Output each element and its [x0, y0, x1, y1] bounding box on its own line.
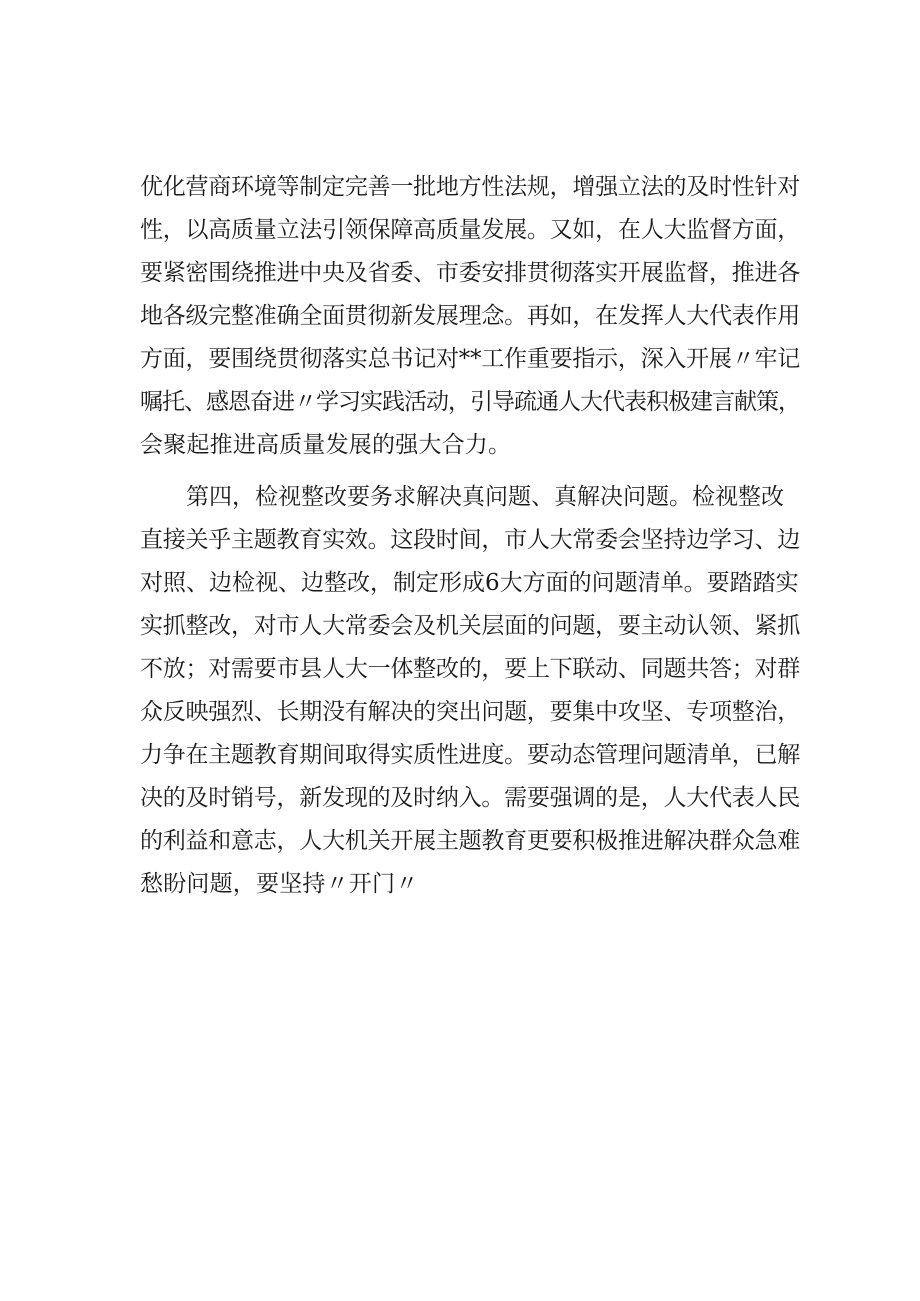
paragraph-2-line-7: 力争在主题教育期间取得实质性进度。要动态管理问题清单，已解 [140, 742, 800, 768]
paragraph-2-line-6: 众反映强烈、长期没有解决的突出问题，要集中攻坚、专项整治， [140, 699, 800, 725]
paragraph-1-line-6: 嘱托、感恩奋进〃学习实践活动，引导疏通人大代表积极建言献策， [140, 389, 800, 415]
paragraph-2-line-1: 第四，检视整改要务求解决真问题、真解决问题。检视整改 [186, 484, 784, 510]
paragraph-1-line-1: 优化营商环境等制定完善一批地方性法规，增强立法的及时性针对 [140, 174, 800, 200]
paragraph-2-line-5: 不放；对需要市县人大一体整改的，要上下联动、同题共答；对群 [140, 656, 800, 682]
paragraph-2-line-8: 决的及时销号，新发现的及时纳入。需要强调的是，人大代表人民 [140, 785, 800, 811]
paragraph-1-line-3: 要紧密围绕推进中央及省委、市委安排贯彻落实开展监督，推进各 [140, 260, 800, 286]
paragraph-2-line-4: 实抓整改，对市人大常委会及机关层面的问题，要主动认领、紧抓 [140, 613, 800, 639]
paragraph-2-line-2: 直接关乎主题教育实效。这段时间，市人大常委会坚持边学习、边 [140, 527, 800, 553]
paragraph-1-line-7: 会聚起推进高质量发展的强大合力。 [140, 432, 512, 458]
paragraph-2-line-9: 的利益和意志，人大机关开展主题教育更要积极推进解决群众急难 [140, 828, 800, 854]
paragraph-1-line-4: 地各级完整准确全面贯彻新发展理念。再如，在发挥人大代表作用 [140, 303, 800, 329]
paragraph-1-line-5: 方面，要围绕贯彻落实总书记对**工作重要指示，深入开展〃牢记 [140, 346, 800, 372]
paragraph-2-line-3: 对照、边检视、边整改，制定形成6大方面的问题清单。要踏踏实 [140, 570, 799, 596]
paragraph-1-line-2: 性，以高质量立法引领保障高质量发展。又如，在人大监督方面， [140, 217, 800, 243]
paragraph-2-line-10: 愁盼问题，要坚持〃开门〃 [140, 871, 419, 897]
